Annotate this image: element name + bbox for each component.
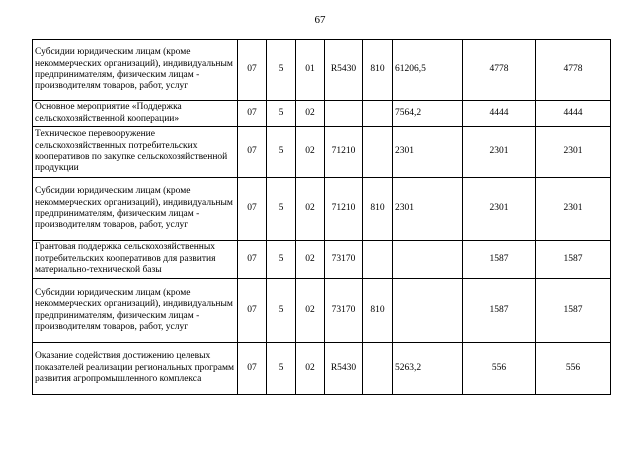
section-code: 07 bbox=[238, 178, 267, 241]
table-row bbox=[33, 241, 611, 279]
table-row bbox=[33, 127, 611, 178]
expense-type-code bbox=[363, 241, 393, 279]
direction-code bbox=[325, 101, 363, 127]
direction-code: 71210 bbox=[325, 127, 363, 178]
expense-type-code bbox=[363, 343, 393, 395]
amount-1: 2301 bbox=[393, 127, 463, 178]
amount-2: 2301 bbox=[463, 178, 536, 241]
expense-type-code: 810 bbox=[363, 40, 393, 101]
table-row bbox=[33, 279, 611, 343]
amount-3: 1587 bbox=[536, 241, 611, 279]
section-code: 07 bbox=[238, 127, 267, 178]
section-code: 07 bbox=[238, 241, 267, 279]
amount-1: 61206,5 bbox=[393, 40, 463, 101]
amount-2: 556 bbox=[463, 343, 536, 395]
row-name: Субсидии юридическим лицам (кроме некоммерческих организаций), индивидуальным предпринимателям, физическим лицам - производителям товаров, работ, услуг bbox=[33, 40, 238, 101]
amount-1 bbox=[393, 279, 463, 343]
expense-type-code: 810 bbox=[363, 178, 393, 241]
subprogram-code: 02 bbox=[296, 279, 325, 343]
program-code: 5 bbox=[267, 241, 296, 279]
subprogram-code: 02 bbox=[296, 241, 325, 279]
direction-code: 73170 bbox=[325, 279, 363, 343]
row-name: Техническое перевооружение сельскохозяйственных потребительских кооперативов по закупке сельскохозяйственной продукции bbox=[33, 127, 238, 178]
program-code: 5 bbox=[267, 178, 296, 241]
amount-2: 4778 bbox=[463, 40, 536, 101]
amount-1 bbox=[393, 241, 463, 279]
amount-3: 1587 bbox=[536, 279, 611, 343]
section-code: 07 bbox=[238, 343, 267, 395]
budget-table bbox=[32, 39, 611, 395]
direction-code: R5430 bbox=[325, 343, 363, 395]
amount-2: 4444 bbox=[463, 101, 536, 127]
amount-3: 4444 bbox=[536, 101, 611, 127]
program-code: 5 bbox=[267, 279, 296, 343]
subprogram-code: 02 bbox=[296, 178, 325, 241]
direction-code: 73170 bbox=[325, 241, 363, 279]
amount-3: 4778 bbox=[536, 40, 611, 101]
section-code: 07 bbox=[238, 40, 267, 101]
amount-3: 2301 bbox=[536, 127, 611, 178]
expense-type-code bbox=[363, 101, 393, 127]
section-code: 07 bbox=[238, 279, 267, 343]
amount-3: 2301 bbox=[536, 178, 611, 241]
row-name: Субсидии юридическим лицам (кроме некоммерческих организаций), индивидуальным предпринимателям, физическим лицам - производителям товаров, работ, услуг bbox=[33, 178, 238, 241]
row-name: Грантовая поддержка сельскохозяйственных потребительских кооперативов для развития материально-технической базы bbox=[33, 241, 238, 279]
table-row bbox=[33, 101, 611, 127]
program-code: 5 bbox=[267, 40, 296, 101]
table-row bbox=[33, 343, 611, 395]
program-code: 5 bbox=[267, 127, 296, 178]
table-row bbox=[33, 178, 611, 241]
subprogram-code: 02 bbox=[296, 101, 325, 127]
direction-code: 71210 bbox=[325, 178, 363, 241]
amount-2: 2301 bbox=[463, 127, 536, 178]
section-code: 07 bbox=[238, 101, 267, 127]
program-code: 5 bbox=[267, 343, 296, 395]
expense-type-code bbox=[363, 127, 393, 178]
amount-2: 1587 bbox=[463, 279, 536, 343]
subprogram-code: 02 bbox=[296, 343, 325, 395]
subprogram-code: 02 bbox=[296, 127, 325, 178]
amount-1: 7564,2 bbox=[393, 101, 463, 127]
expense-type-code: 810 bbox=[363, 279, 393, 343]
amount-1: 2301 bbox=[393, 178, 463, 241]
program-code: 5 bbox=[267, 101, 296, 127]
page-number: 67 bbox=[314, 14, 326, 26]
direction-code: R5430 bbox=[325, 40, 363, 101]
table-row bbox=[33, 40, 611, 101]
amount-2: 1587 bbox=[463, 241, 536, 279]
amount-3: 556 bbox=[536, 343, 611, 395]
row-name: Оказание содействия достижению целевых показателей реализации региональных программ развития агропромышленного комплекса bbox=[33, 343, 238, 395]
row-name: Основное мероприятие «Поддержка сельскохозяйственной кооперации» bbox=[33, 101, 238, 127]
amount-1: 5263,2 bbox=[393, 343, 463, 395]
subprogram-code: 01 bbox=[296, 40, 325, 101]
row-name: Субсидии юридическим лицам (кроме некоммерческих организаций), индивидуальным предпринимателям, физическим лицам - производителям товаров, работ, услуг bbox=[33, 279, 238, 343]
